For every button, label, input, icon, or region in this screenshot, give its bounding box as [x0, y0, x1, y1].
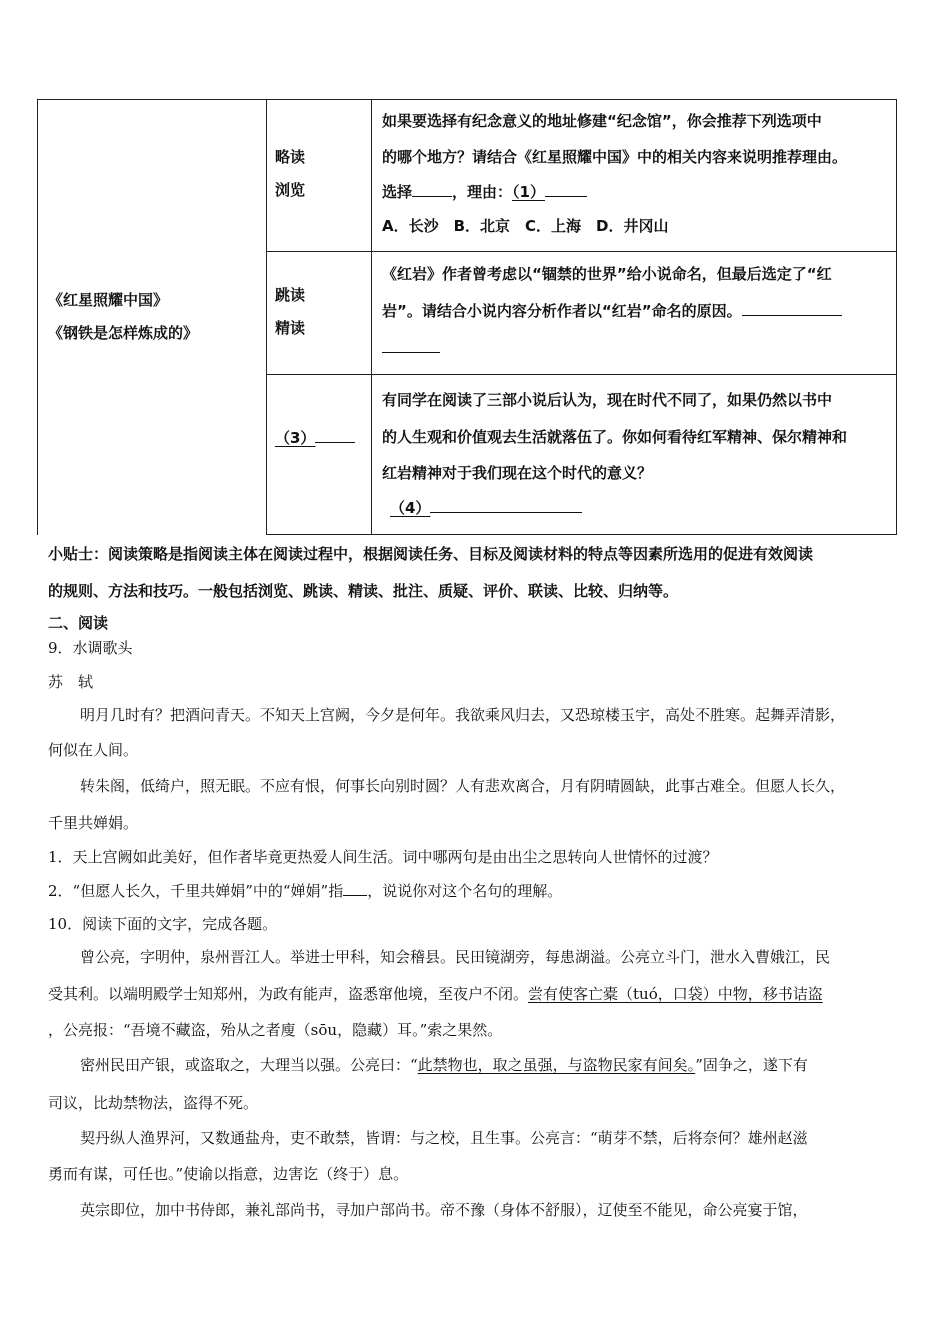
answer-blank-3[interactable]: （3）	[275, 429, 316, 447]
q10-underlined-sentence-1: 尝有使客亡橐（tuó，口袋）中物，移书诘盗	[528, 985, 823, 1003]
q10-p1-line3-comma: ，	[48, 1021, 64, 1039]
q10-p2-line1	[80, 1054, 808, 1075]
answer-blank-1[interactable]: （1）	[512, 183, 545, 201]
q10-underlined-sentence-2: 此禁物也，取之虽强，与盗物民家有间矣。	[417, 1056, 696, 1074]
answer-blank-4[interactable]: （4）	[390, 499, 431, 517]
poem-para2-line2: 千里共婵娟。	[48, 814, 139, 832]
strategy-skip-read: 跳读	[275, 286, 306, 304]
strategy-close-read: 精读	[275, 319, 306, 337]
q10-p1-line1: 曾公亮，字明仲，泉州晋江人。举进士甲科，知会稽县。民田镜湖旁，每患湖溢。公亮立斗门，泄水入曹娥江，民	[80, 948, 831, 966]
q10-p4-line1: 英宗即位，加中书侍郎，兼礼部尚书，寻加户部尚书。帝不豫（身体不舒服），辽使至不能见，命公亮宴于馆，	[80, 1201, 808, 1219]
row3-task-line3: 红岩精神对于我们现在这个时代的意义？	[382, 464, 653, 482]
row3-task-line1: 有同学在阅读了三部小说后认为，现在时代不同了，如果仍然以书中	[382, 391, 833, 409]
q10-p3-line1: 契丹纵人渔界河，又数通盐舟，吏不敢禁，皆谓：与之校，且生事。公亮言：“萌芽不禁，后将奈何？雄州赵滋	[80, 1129, 808, 1147]
row2-task-line1: 《红岩》作者曾考虑以“锢禁的世界”给小说命名，但最后选定了“红	[382, 265, 832, 283]
answer-blank-4-line[interactable]	[430, 498, 582, 513]
choice-blank[interactable]	[412, 182, 452, 197]
answer-blank-1-line[interactable]	[545, 182, 587, 197]
table-top-border	[37, 99, 897, 100]
q9-title: 9．水调歌头	[48, 639, 133, 657]
table-col2-border	[371, 99, 372, 535]
answer-blank-3-line[interactable]	[315, 428, 355, 443]
q10-p1-line2-text: 受其利。以端明殿学士知郑州，为政有能声，盗悉窜他境，至夜户不闭。	[48, 985, 529, 1003]
q10-p2-text-a: 密州民田产银，或盗取之，大理当以强。公亮曰：“	[80, 1056, 418, 1074]
q10-p3-line2: 勇而有谋，可任也。”使谕以指意，边害讫（终于）息。	[48, 1165, 409, 1183]
table-row2-divider	[266, 374, 897, 375]
poem-para2-line1: 转朱阁，低绮户，照无眠。不应有恨，何事长向别时圆？人有悲欢离合，月有阴晴圆缺，此事古难全。但愿人长久，	[80, 777, 846, 795]
table-bottom-border	[266, 534, 897, 535]
row3-answer[interactable]	[390, 497, 582, 518]
table-right-border	[896, 99, 897, 535]
row3-task-line2: 的人生观和价值观去生活就落伍了。你如何看待红军精神、保尔精神和	[382, 428, 848, 446]
q9-sub1: 1．天上宫阙如此美好，但作者毕竟更热爱人间生活。词中哪两句是由出尘之思转向人世情怀的过渡？	[48, 848, 718, 866]
row2-answer-blank-cont[interactable]	[382, 338, 440, 353]
q10-p2-line2: 司议，比劫禁物法，盗得不死。	[48, 1094, 259, 1112]
row2-task-text: 岩”。请结合小说内容分析作者以“红岩”命名的原因。	[382, 302, 742, 320]
q10-p1-line3-text: 公亮报：“吾境不藏盗，殆从之者廋（sōu，隐藏）耳。”索之果然。	[63, 1021, 503, 1039]
row2-answer-blank[interactable]	[742, 301, 842, 316]
q10-p1-line2	[48, 983, 823, 1004]
row2-task-line2	[382, 300, 842, 321]
poem-para1-line2: 何似在人间。	[48, 741, 139, 759]
reason-label: ，理由：	[452, 183, 513, 201]
choose-label: 选择	[382, 183, 413, 201]
q9-sub2-text-a: 2．“但愿人长久，千里共婵娟”中的“婵娟”指	[48, 882, 344, 900]
tip-line2: 的规则、方法和技巧。一般包括浏览、跳读、精读、批注、质疑、评价、联读、比较、归纳等。	[48, 582, 679, 600]
q9-sub2	[48, 880, 562, 901]
row1-task-line1: 如果要选择有纪念意义的地址修建“纪念馆”，你会推荐下列选项中	[382, 112, 822, 130]
q10-title: 10．阅读下面的文字，完成各题。	[48, 915, 278, 933]
section-title: 二、阅读	[48, 614, 109, 632]
row1-task-line3	[382, 181, 587, 202]
q10-p1-line3	[48, 1019, 502, 1040]
q9-author: 苏 轼	[48, 673, 94, 691]
strategy-browse: 浏览	[275, 181, 306, 199]
row3-strategy-blank[interactable]	[275, 427, 355, 448]
poem-para1-line1: 明月几时有？把酒问青天。不知天上宫阙，今夕是何年。我欲乘风归去，又恐琼楼玉宇，高处不胜寒。起舞弄清影，	[80, 706, 846, 724]
table-col1-border	[266, 99, 267, 535]
q9-sub2-blank[interactable]	[343, 881, 367, 896]
table-row1-divider	[266, 251, 897, 252]
book-title-steel: 《钢铁是怎样炼成的》	[48, 324, 199, 342]
q9-sub2-text-b: ，说说你对这个名句的理解。	[367, 882, 563, 900]
row1-task-line2: 的哪个地方？请结合《红星照耀中国》中的相关内容来说明推荐理由。	[382, 148, 848, 166]
strategy-skim: 略读	[275, 148, 306, 166]
row1-options: A．长沙 B．北京 C．上海 D．井冈山	[382, 217, 669, 235]
tip-line1: 小贴士：阅读策略是指阅读主体在阅读过程中，根据阅读任务、目标及阅读材料的特点等因素所选用的促进有效阅读	[48, 545, 814, 563]
book-title-red-star: 《红星照耀中国》	[48, 291, 169, 309]
q10-p2-text-c: ”固争之，遂下有	[695, 1056, 808, 1074]
table-left-border	[37, 99, 38, 535]
